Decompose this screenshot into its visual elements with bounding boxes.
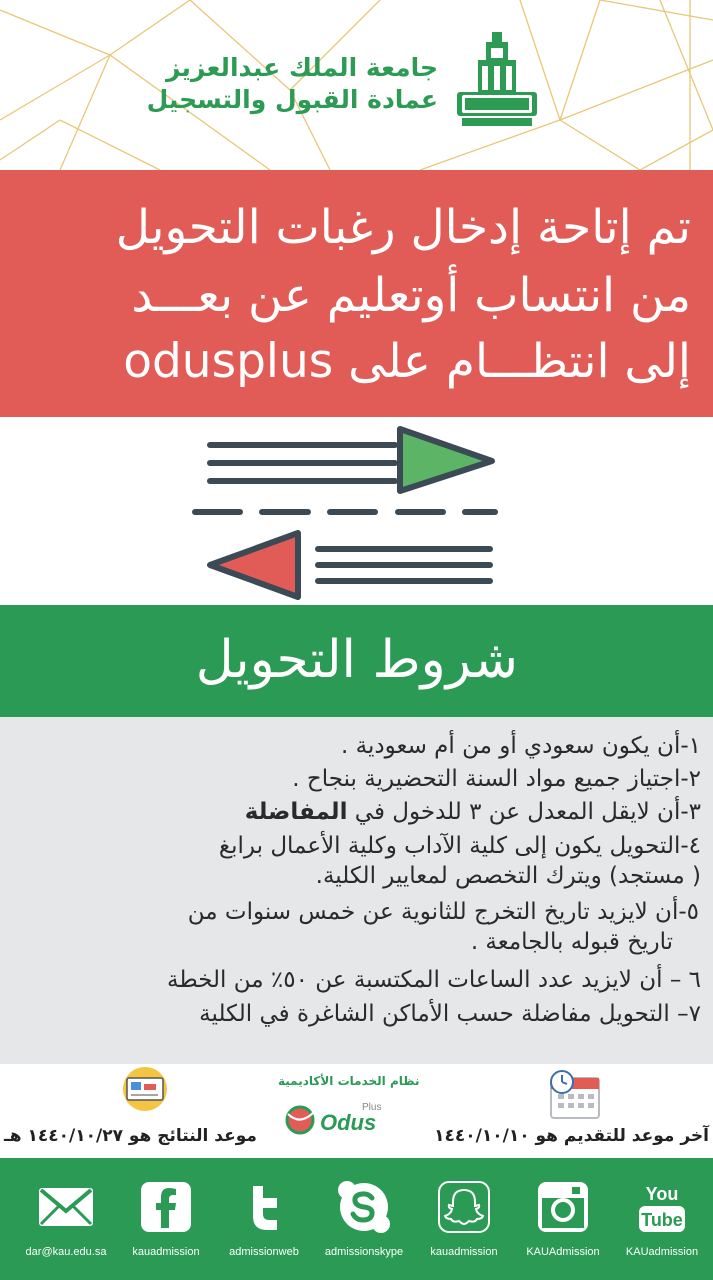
condition-item-1: ١-أن يكون سعودي أو من أم سعودية . [341, 733, 701, 759]
results-date: موعد النتائج هو ١٤٤٠/١٠/٢٧ هـ [4, 1126, 257, 1146]
results-icon [116, 1066, 174, 1112]
social-email[interactable] [20, 1178, 112, 1258]
social-instagram[interactable] [517, 1178, 609, 1258]
condition-item-5-cont: تاريخ قبوله بالجامعة . [470, 929, 673, 955]
social-bar [0, 1158, 713, 1280]
condition-item-4-cont: ( مستجد) ويترك التخصص لمعايير الكلية. [315, 863, 701, 889]
social-snapchat[interactable] [418, 1178, 510, 1258]
conditions-list [0, 717, 713, 1064]
deadline-date: آخر موعد للتقديم هو ١٤٤٠/١٠/١٠ [434, 1126, 709, 1146]
announcement-line-1: تم إتاحة إدخال رغبات التحويل [115, 200, 691, 255]
condition-item-2: ٢-اجتياز جميع مواد السنة التحضيرية بنجاح . [292, 766, 701, 792]
svg-text:You: You [645, 1184, 679, 1204]
condition-item-4: ٤-التحويل يكون إلى كلية الآداب وكلية الأعمال برابغ [218, 833, 701, 859]
header [0, 0, 713, 170]
skype-icon [335, 1178, 393, 1236]
condition-item-3-bold: المفاضلة [244, 799, 348, 825]
conditions-header [0, 605, 713, 717]
announcement-banner [0, 170, 713, 417]
social-email-label: dar@kau.edu.sa [25, 1246, 107, 1258]
arrow-left-icon [210, 533, 298, 597]
deanship-name: عمادة القبول والتسجيل [146, 85, 438, 114]
social-facebook-label: kauadmission [132, 1246, 200, 1258]
odus-plus-logo [270, 1068, 420, 1142]
announcement-line-2: من انتساب أوتعليم عن بعـــد [131, 268, 691, 323]
instagram-icon [534, 1178, 592, 1236]
condition-item-7: ٧– التحويل مفاضلة حسب الأماكن الشاغرة في الكلية [199, 1001, 701, 1027]
social-snapchat-label: kauadmission [430, 1246, 498, 1258]
odus-logo-text: نظام الخدمات الأكاديمية [278, 1074, 420, 1088]
social-youtube-label: KAUadmission [625, 1246, 699, 1258]
odus-plus-label: Plus [362, 1102, 382, 1113]
conditions-title: شروط التحويل [195, 630, 518, 690]
condition-item-5: ٥-أن لايزيد تاريخ التخرج للثانوية عن خمس سنوات من [187, 899, 699, 925]
email-icon [37, 1178, 95, 1236]
social-skype[interactable] [318, 1178, 410, 1258]
social-facebook[interactable] [120, 1178, 212, 1258]
social-instagram-label: KAUAdmission [526, 1246, 600, 1258]
facebook-icon [137, 1178, 195, 1236]
university-name: جامعة الملك عبدالعزيز [165, 53, 438, 82]
social-skype-label: admissionskype [324, 1246, 404, 1258]
social-youtube[interactable] [616, 1178, 708, 1258]
social-twitter-label: admissionweb [229, 1246, 299, 1258]
odus-brand: Odus [320, 1110, 377, 1135]
transfer-arrows [0, 417, 713, 605]
svg-text:Tube: Tube [641, 1210, 683, 1230]
university-logo [452, 32, 542, 132]
twitter-icon [235, 1178, 293, 1236]
condition-item-3: ٣-أن لايقل المعدل عن ٣ للدخول في المفاضلة [244, 799, 701, 825]
social-twitter[interactable] [218, 1178, 310, 1258]
calendar-icon [548, 1070, 602, 1120]
youtube-icon [633, 1178, 691, 1236]
announcement-line-3: إلى انتظـــام على odusplus [123, 334, 691, 389]
condition-item-6: ٦ – أن لايزيد عدد الساعات المكتسبة عن ٥٠٪ من الخطة [167, 967, 701, 993]
snapchat-icon [435, 1178, 493, 1236]
dates-section [0, 1064, 713, 1158]
arrow-right-icon [400, 429, 492, 491]
